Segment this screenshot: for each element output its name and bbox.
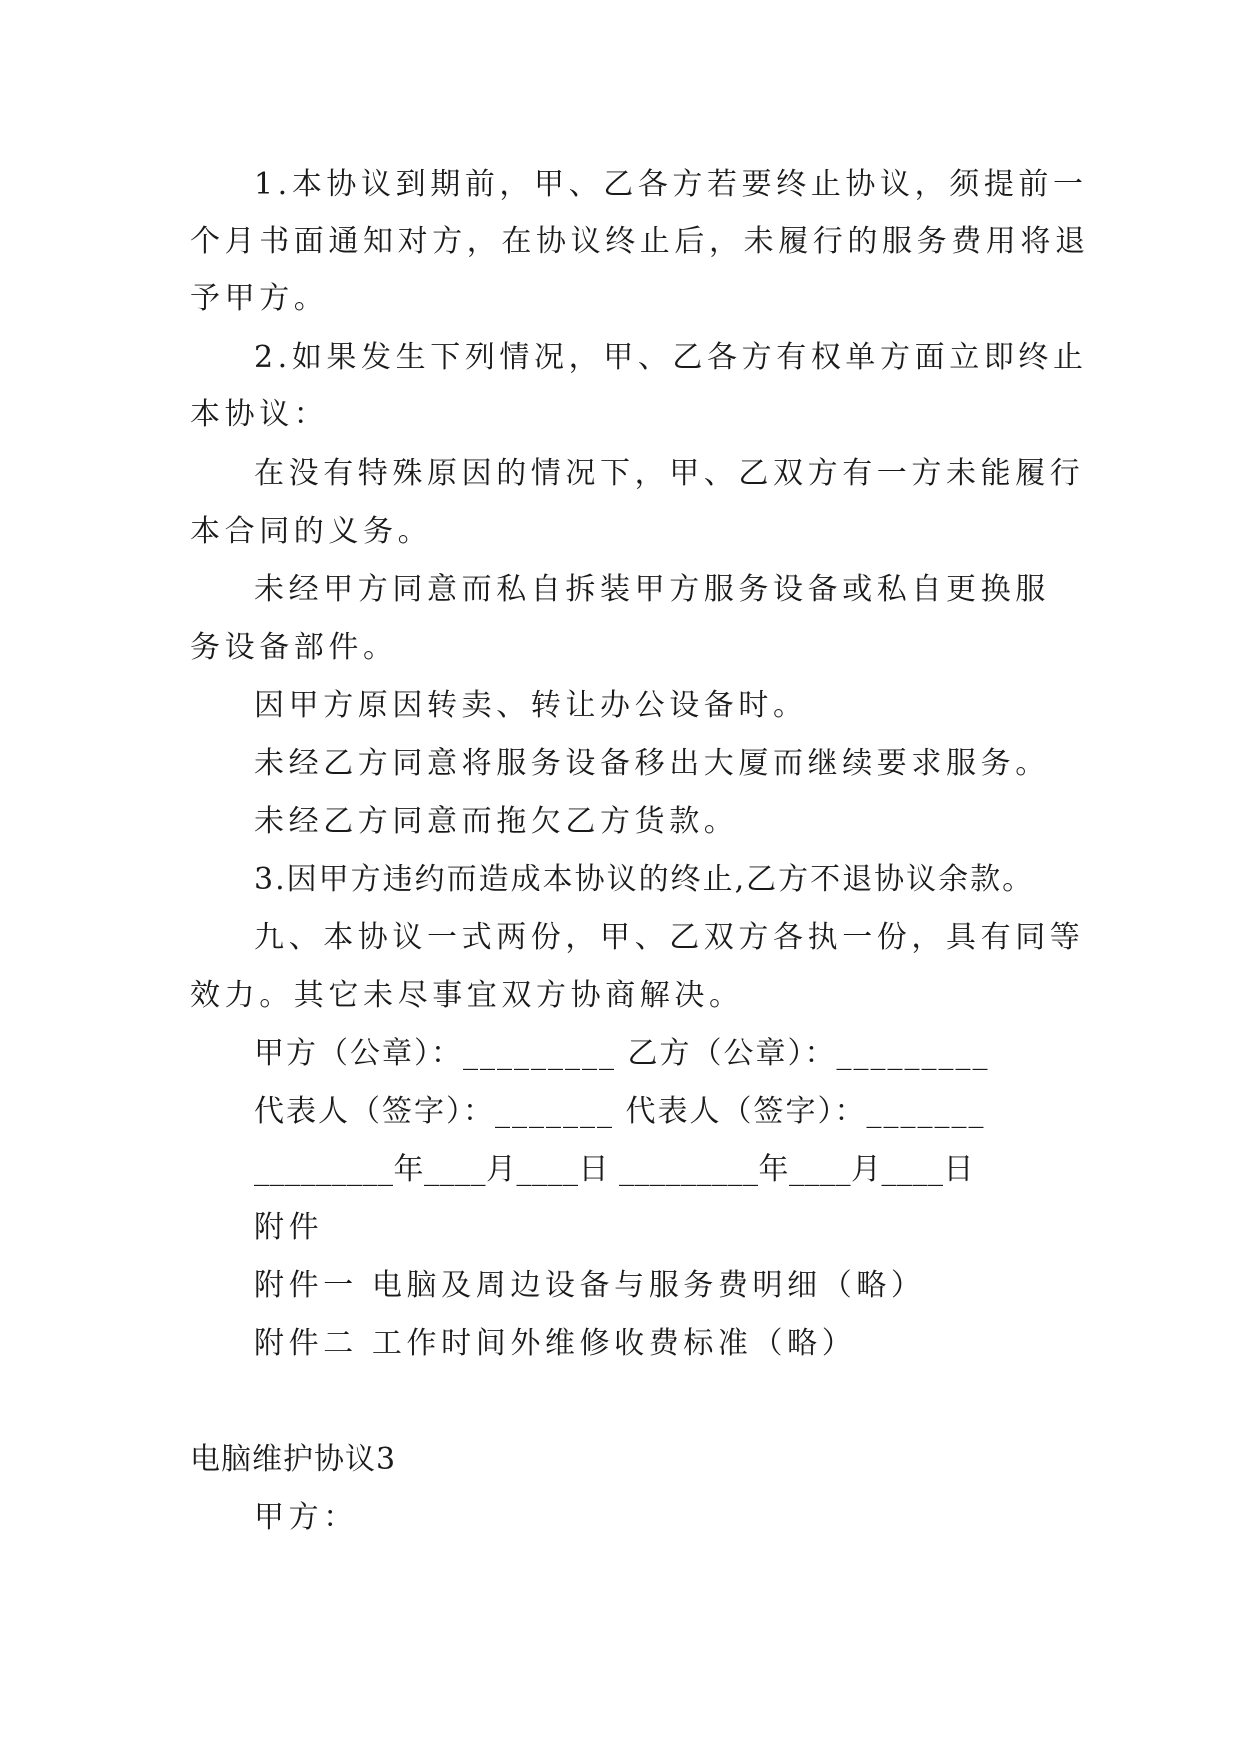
paragraph-line: 予甲方。 — [190, 281, 329, 316]
paragraph-line: 务设备部件。 — [190, 630, 398, 665]
paragraph-line: 因甲方原因转卖、转让办公设备时。 — [254, 688, 808, 723]
signature-line-date: _________年____月____日 _________年____月____日 — [254, 1152, 975, 1187]
paragraph-line: 未经甲方同意而私自拆装甲方服务设备或私自更换服 — [254, 572, 1050, 607]
paragraph-line: 本合同的义务。 — [190, 514, 433, 549]
paragraph-line: 本协议： — [190, 397, 329, 432]
paragraph-line: 在没有特殊原因的情况下，甲、乙双方有一方未能履行 — [254, 456, 1085, 491]
attachment-heading: 附件 — [254, 1210, 324, 1245]
attachment-item: 附件二 工作时间外维修收费标准（略） — [254, 1326, 857, 1361]
paragraph-line: 1.本协议到期前，甲、乙各方若要终止协议，须提前一 — [254, 167, 1088, 202]
signature-line-seal: 甲方（公章）：_________ 乙方（公章）：_________ — [254, 1036, 990, 1071]
party-a-line: 甲方： — [254, 1500, 358, 1535]
attachment-item: 附件一 电脑及周边设备与服务费明细（略） — [254, 1268, 926, 1303]
paragraph-line: 个月书面通知对方，在协议终止后，未履行的服务费用将退 — [190, 224, 1090, 259]
signature-line-representative: 代表人（签字）：_______ 代表人（签字）：_______ — [254, 1094, 986, 1129]
paragraph-line: 2.如果发生下列情况，甲、乙各方有权单方面立即终止 — [254, 340, 1088, 375]
paragraph-line: 效力。其它未尽事宜双方协商解决。 — [190, 978, 744, 1013]
section-title: 电脑维护协议3 — [190, 1442, 397, 1477]
paragraph-line: 3.因甲方违约而造成本协议的终止,乙方不退协议余款。 — [254, 862, 1035, 897]
paragraph-line: 未经乙方同意而拖欠乙方货款。 — [254, 804, 739, 839]
paragraph-line: 九、本协议一式两份，甲、乙双方各执一份，具有同等 — [254, 920, 1085, 955]
paragraph-line: 未经乙方同意将服务设备移出大厦而继续要求服务。 — [254, 746, 1050, 781]
